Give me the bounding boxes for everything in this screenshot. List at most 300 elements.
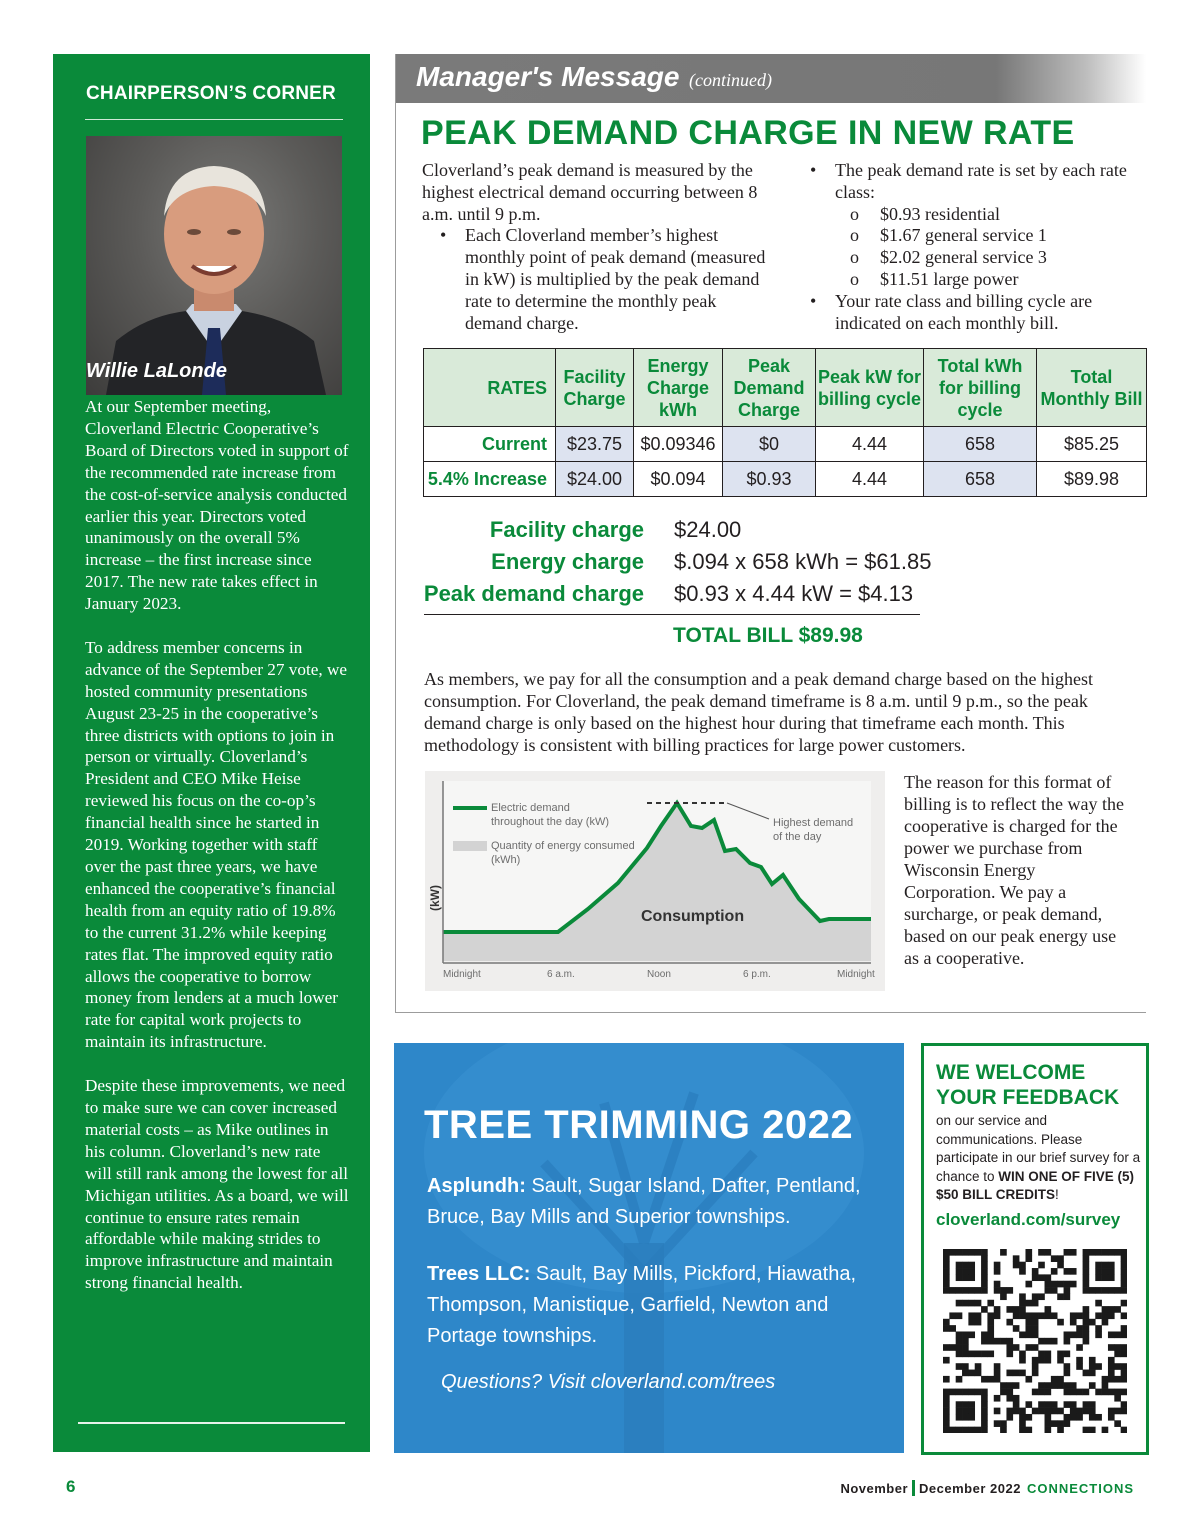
- qr-module: [1089, 1414, 1096, 1421]
- qr-module: [962, 1370, 969, 1377]
- feedback-heading-line-2: YOUR FEEDBACK: [936, 1086, 1120, 1109]
- qr-module: [1013, 1262, 1020, 1269]
- table-cell: $23.75: [556, 427, 634, 462]
- qr-module: [1051, 1401, 1058, 1408]
- qr-module: [1006, 1382, 1013, 1389]
- qr-module: [1108, 1331, 1115, 1338]
- qr-module: [943, 1262, 950, 1269]
- qr-module: [1070, 1382, 1077, 1389]
- tree-trimming-title: TREE TRIMMING 2022: [424, 1103, 854, 1147]
- peak-label-2: of the day: [773, 831, 822, 843]
- qr-module: [1095, 1325, 1102, 1332]
- sidebar-paragraph: At our September meeting, Cloverland Electric Cooperative’s Board of Directors voted in support of the recommended rate increase from the cost-of-service analysis conducted earlier this year. Directors voted unanimously on the overall 5% increase – the first increase since 2017. The new rate takes effect in January 2023.: [85, 397, 349, 614]
- row-label: Current: [424, 427, 556, 462]
- qr-module: [1102, 1249, 1109, 1256]
- qr-module: [1057, 1357, 1064, 1364]
- qr-module: [1076, 1331, 1083, 1338]
- qr-module: [956, 1344, 963, 1351]
- x-tick-label: Midnight: [837, 969, 875, 980]
- qr-module: [1019, 1293, 1026, 1300]
- qr-module: [1051, 1281, 1058, 1288]
- qr-module: [1006, 1408, 1013, 1415]
- qr-module: [1089, 1287, 1096, 1294]
- qr-module: [1019, 1370, 1026, 1377]
- qr-code-icon[interactable]: [943, 1249, 1127, 1433]
- qr-module: [1089, 1401, 1096, 1408]
- qr-module: [981, 1262, 988, 1269]
- table-header-row: [424, 349, 1147, 427]
- qr-module: [968, 1408, 975, 1415]
- qr-module: [1070, 1268, 1077, 1275]
- qr-module: [1032, 1370, 1039, 1377]
- qr-module: [994, 1363, 1001, 1370]
- qr-module: [1045, 1287, 1052, 1294]
- qr-module: [1089, 1357, 1096, 1364]
- qr-module: [1032, 1344, 1039, 1351]
- qr-module: [956, 1401, 963, 1408]
- qr-module: [1032, 1389, 1039, 1396]
- qr-module: [1102, 1287, 1109, 1294]
- qr-module: [1006, 1370, 1013, 1377]
- qr-module: [968, 1351, 975, 1358]
- qr-module: [1114, 1344, 1121, 1351]
- qr-module: [1038, 1262, 1045, 1269]
- qr-module: [1076, 1357, 1083, 1364]
- qr-module: [1114, 1376, 1121, 1383]
- qr-module: [1083, 1274, 1090, 1281]
- qr-module: [975, 1319, 982, 1326]
- qr-module: [1045, 1389, 1052, 1396]
- feedback-text-end: !: [1055, 1187, 1059, 1202]
- legend-area-swatch: [453, 841, 487, 851]
- qr-module: [1000, 1389, 1007, 1396]
- qr-module: [1057, 1293, 1064, 1300]
- qr-module: [1089, 1363, 1096, 1370]
- qr-module: [962, 1351, 969, 1358]
- qr-module: [987, 1351, 994, 1358]
- qr-module: [962, 1268, 969, 1275]
- trees-llc-paragraph: [427, 1259, 897, 1352]
- qr-module: [1121, 1281, 1127, 1288]
- qr-module: [968, 1427, 975, 1433]
- qr-module: [1114, 1389, 1121, 1396]
- qr-module: [1045, 1281, 1052, 1288]
- qr-module: [994, 1262, 1001, 1269]
- demand-chart: [425, 771, 885, 991]
- qr-module: [1095, 1389, 1102, 1396]
- qr-module: [1032, 1293, 1039, 1300]
- qr-module: [962, 1274, 969, 1281]
- peak-demand-charge-label: Peak demand charge: [423, 581, 644, 606]
- qr-module: [1045, 1338, 1052, 1345]
- bullet-text: Your rate class and billing cycle are indicated on each monthly bill.: [835, 290, 1093, 333]
- qr-module: [981, 1331, 988, 1338]
- qr-module: [1121, 1344, 1127, 1351]
- qr-module: [956, 1376, 963, 1383]
- qr-module: [943, 1420, 950, 1427]
- qr-module: [1057, 1427, 1064, 1433]
- qr-module: [1038, 1401, 1045, 1408]
- qr-module: [1006, 1414, 1013, 1421]
- qr-module: [956, 1262, 963, 1269]
- qr-module: [1121, 1408, 1127, 1415]
- qr-module: [968, 1331, 975, 1338]
- feedback-heading-line-1: WE WELCOME: [936, 1061, 1086, 1084]
- qr-module: [981, 1249, 988, 1256]
- qr-module: [981, 1408, 988, 1415]
- qr-module: [1121, 1255, 1127, 1262]
- sidebar-paragraph: Despite these improvements, we need to make sure we can cover increased material costs – as Mike outlines in his column. Cloverland’s new rate will still rank among the lowest for all Michigan utilities. As a board, we will continue to ensure rates remain affordable while making strides to improve infrastructure and maintain strong financial health.: [85, 1076, 349, 1293]
- column-header: Peak kW for billing cycle: [816, 349, 924, 427]
- asplundh-label: Asplundh:: [427, 1175, 526, 1197]
- qr-module: [1019, 1312, 1026, 1319]
- sub-item-text: $11.51 large power: [880, 268, 1019, 289]
- qr-module: [1013, 1408, 1020, 1415]
- qr-module: [1057, 1255, 1064, 1262]
- qr-module: [1121, 1376, 1127, 1383]
- qr-module: [1070, 1331, 1077, 1338]
- column-header: Total Monthly Bill: [1037, 349, 1147, 427]
- explanation-paragraph: As members, we pay for all the consumption and a peak demand charge based on the highest consumption. For Cloverland, the peak demand timeframe is 8 a.m. until 9 p.m., so the peak demand charge is only based on the highest hour during that timeframe each month. This methodology is consistent with billing practices for large power customers.: [424, 669, 1093, 755]
- qr-module: [981, 1268, 988, 1275]
- qr-module: [943, 1274, 950, 1281]
- table-row: [424, 427, 1147, 462]
- qr-module: [962, 1427, 969, 1433]
- qr-module: [1000, 1420, 1007, 1427]
- bullet-item: [440, 225, 772, 334]
- qr-module: [1019, 1300, 1026, 1307]
- qr-module: [1057, 1420, 1064, 1427]
- qr-module: [968, 1312, 975, 1319]
- qr-module: [1076, 1325, 1083, 1332]
- sidebar-heading: CHAIRPERSON’S CORNER: [86, 83, 336, 104]
- qr-module: [1114, 1420, 1121, 1427]
- qr-module: [994, 1312, 1001, 1319]
- qr-module: [1038, 1357, 1045, 1364]
- qr-module: [1051, 1382, 1058, 1389]
- qr-module: [1032, 1363, 1039, 1370]
- qr-module: [1121, 1312, 1127, 1319]
- qr-module: [1038, 1389, 1045, 1396]
- qr-module: [1102, 1262, 1109, 1269]
- qr-module: [968, 1274, 975, 1281]
- article-headline: PEAK DEMAND CHARGE IN NEW RATE: [421, 114, 1075, 152]
- qr-module: [1038, 1312, 1045, 1319]
- qr-module: [1013, 1401, 1020, 1408]
- legend-line-text-1: Electric demand: [491, 802, 570, 814]
- qr-module: [994, 1376, 1001, 1383]
- qr-module: [943, 1325, 950, 1332]
- qr-module: [956, 1414, 963, 1421]
- qr-module: [981, 1306, 988, 1313]
- qr-module: [943, 1281, 950, 1288]
- total-bill: TOTAL BILL $89.98: [673, 624, 863, 647]
- qr-module: [1051, 1268, 1058, 1275]
- qr-module: [1095, 1312, 1102, 1319]
- qr-module: [1076, 1408, 1083, 1415]
- table-cell: $0.09346: [634, 427, 723, 462]
- qr-module: [1064, 1281, 1071, 1288]
- legend-line-text-2: throughout the day (kW): [491, 816, 610, 828]
- qr-module: [1019, 1268, 1026, 1275]
- qr-module: [1025, 1255, 1032, 1262]
- qr-module: [1095, 1363, 1102, 1370]
- qr-module: [981, 1420, 988, 1427]
- qr-module: [987, 1319, 994, 1326]
- qr-module: [981, 1389, 988, 1396]
- qr-module: [1006, 1338, 1013, 1345]
- qr-module: [1064, 1338, 1071, 1345]
- qr-module: [1025, 1312, 1032, 1319]
- peak-demand-charge-value: $0.93 x 4.44 kW = $4.13: [674, 581, 914, 606]
- qr-module: [943, 1427, 950, 1433]
- qr-module: [968, 1319, 975, 1326]
- qr-module: [1019, 1262, 1026, 1269]
- qr-module: [956, 1300, 963, 1307]
- qr-module: [1108, 1249, 1115, 1256]
- sub-item: [810, 225, 1130, 247]
- qr-module: [1089, 1427, 1096, 1433]
- qr-module: [1038, 1274, 1045, 1281]
- qr-module: [943, 1344, 950, 1351]
- intro-text: Cloverland’s peak demand is measured by the highest electrical demand occurring between 8 a.m. until 9 p.m.: [422, 160, 758, 224]
- qr-module: [1025, 1319, 1032, 1326]
- qr-module: [1064, 1414, 1071, 1421]
- sub-mark: o: [850, 225, 859, 246]
- qr-module: [975, 1363, 982, 1370]
- qr-module: [1025, 1249, 1032, 1256]
- qr-module: [1108, 1287, 1115, 1294]
- consumption-label: Consumption: [641, 908, 745, 925]
- qr-module: [1051, 1287, 1058, 1294]
- qr-module: [1019, 1306, 1026, 1313]
- qr-module: [1045, 1401, 1052, 1408]
- qr-module: [1070, 1249, 1077, 1256]
- qr-module: [962, 1287, 969, 1294]
- chairperson-text: [85, 396, 350, 1316]
- qr-module: [1025, 1427, 1032, 1433]
- qr-module: [987, 1312, 994, 1319]
- qr-module: [981, 1281, 988, 1288]
- qr-module: [943, 1249, 950, 1256]
- qr-module: [949, 1325, 956, 1332]
- qr-module: [975, 1427, 982, 1433]
- qr-module: [1045, 1357, 1052, 1364]
- sub-item-text: $2.02 general service 3: [880, 247, 1047, 268]
- table-cell: $89.98: [1037, 462, 1147, 497]
- qr-module: [1070, 1401, 1077, 1408]
- qr-module: [981, 1414, 988, 1421]
- qr-module: [1076, 1312, 1083, 1319]
- qr-module: [1045, 1427, 1052, 1433]
- qr-module: [1108, 1344, 1115, 1351]
- qr-module: [1083, 1281, 1090, 1288]
- table-cell: 658: [924, 427, 1037, 462]
- qr-module: [1025, 1376, 1032, 1383]
- qr-module: [968, 1414, 975, 1421]
- qr-module: [975, 1370, 982, 1377]
- qr-module: [943, 1376, 950, 1383]
- qr-module: [1114, 1331, 1121, 1338]
- qr-module: [1089, 1382, 1096, 1389]
- qr-module: [1095, 1414, 1102, 1421]
- qr-module: [1051, 1408, 1058, 1415]
- qr-module: [975, 1300, 982, 1307]
- qr-module: [1095, 1249, 1102, 1256]
- qr-module: [1064, 1293, 1071, 1300]
- qr-module: [1057, 1262, 1064, 1269]
- qr-module: [968, 1370, 975, 1377]
- qr-module: [1095, 1262, 1102, 1269]
- qr-module: [1064, 1370, 1071, 1377]
- qr-module: [975, 1249, 982, 1256]
- qr-module: [1006, 1344, 1013, 1351]
- qr-module: [943, 1287, 950, 1294]
- trees-llc-text: Sault, Bay Mills, Pickford, Hiawatha, Thompson, Manistique, Garfield, Newton and Portage townships.: [427, 1263, 857, 1347]
- qr-module: [1025, 1401, 1032, 1408]
- feedback-text: [936, 1112, 1141, 1205]
- qr-module: [1070, 1389, 1077, 1396]
- qr-module: [1013, 1382, 1020, 1389]
- calculation-divider: [424, 614, 920, 615]
- qr-module: [994, 1281, 1001, 1288]
- qr-module: [1102, 1376, 1109, 1383]
- reason-paragraph: The reason for this format of billing is to reflect the way the cooperative is charged for the power we purchase from Wisconsin Energy Corporation. We pay a surcharge, or peak demand, based on our peak energy use as a cooperative.: [904, 772, 1124, 968]
- bullet-mark: •: [810, 290, 817, 311]
- qr-module: [987, 1300, 994, 1307]
- trees-llc-label: Trees LLC:: [427, 1263, 531, 1285]
- qr-module: [1102, 1427, 1109, 1433]
- qr-module: [1006, 1395, 1013, 1402]
- qr-module: [1114, 1306, 1121, 1313]
- qr-module: [1064, 1351, 1071, 1358]
- qr-module: [1108, 1274, 1115, 1281]
- publication-name: CONNECTIONS: [1026, 1481, 1134, 1496]
- footer-divider: [912, 1480, 915, 1496]
- qr-module: [1032, 1268, 1039, 1275]
- qr-module: [1019, 1331, 1026, 1338]
- qr-module: [987, 1376, 994, 1383]
- qr-module: [943, 1319, 950, 1326]
- bullet-text: Each Cloverland member’s highest monthly point of peak demand (measured in kW) is multiplied by the peak demand rate to determine the monthly peak demand charge.: [465, 225, 766, 333]
- bullet-item: [810, 291, 1130, 335]
- y-axis-label: (kW): [428, 885, 442, 911]
- qr-module: [1083, 1338, 1090, 1345]
- managers-message-header: [396, 54, 1146, 103]
- qr-module: [1025, 1344, 1032, 1351]
- qr-module: [1083, 1401, 1090, 1408]
- survey-link[interactable]: cloverland.com/survey: [936, 1210, 1121, 1229]
- qr-module: [1083, 1306, 1090, 1313]
- qr-module: [1114, 1395, 1121, 1402]
- row-label: 5.4% Increase: [424, 462, 556, 497]
- qr-module: [962, 1389, 969, 1396]
- sub-item: [810, 269, 1130, 291]
- qr-module: [968, 1389, 975, 1396]
- qr-module: [981, 1401, 988, 1408]
- qr-module: [1064, 1287, 1071, 1294]
- qr-module: [1076, 1389, 1083, 1396]
- qr-module: [1032, 1325, 1039, 1332]
- page-number: 6: [66, 1477, 76, 1496]
- qr-module: [1083, 1287, 1090, 1294]
- qr-module: [1121, 1268, 1127, 1275]
- table-cell: $0: [723, 427, 816, 462]
- qr-module: [968, 1262, 975, 1269]
- qr-module: [1013, 1325, 1020, 1332]
- qr-module: [1108, 1363, 1115, 1370]
- chairperson-sidebar: [53, 54, 370, 1452]
- qr-module: [1121, 1287, 1127, 1294]
- qr-module: [1032, 1300, 1039, 1307]
- qr-module: [1019, 1408, 1026, 1415]
- qr-module: [1083, 1408, 1090, 1415]
- qr-module: [1013, 1370, 1020, 1377]
- qr-module: [1083, 1370, 1090, 1377]
- table-cell: 4.44: [816, 427, 924, 462]
- x-tick-label: Midnight: [443, 969, 481, 980]
- energy-charge-label: Energy charge: [491, 549, 644, 574]
- qr-module: [1095, 1274, 1102, 1281]
- column-header: Peak Demand Charge: [723, 349, 816, 427]
- qr-module: [1057, 1382, 1064, 1389]
- qr-module: [1045, 1249, 1052, 1256]
- qr-module: [1083, 1389, 1090, 1396]
- qr-module: [1006, 1389, 1013, 1396]
- qr-module: [981, 1427, 988, 1433]
- tree-questions-link[interactable]: Questions? Visit cloverland.com/trees: [441, 1371, 776, 1393]
- sub-item: [810, 247, 1130, 269]
- qr-module: [1083, 1319, 1090, 1326]
- feedback-panel: [921, 1043, 1149, 1455]
- qr-module: [943, 1255, 950, 1262]
- qr-module: [1051, 1255, 1058, 1262]
- qr-module: [956, 1338, 963, 1345]
- sidebar-bottom-divider: [78, 1422, 345, 1424]
- qr-module: [1000, 1427, 1007, 1433]
- bullet-text: The peak demand rate is set by each rate class:: [835, 160, 1127, 202]
- qr-module: [943, 1401, 950, 1408]
- qr-module: [1019, 1427, 1026, 1433]
- qr-module: [1006, 1319, 1013, 1326]
- bullet-mark: •: [810, 160, 817, 180]
- qr-module: [1051, 1376, 1058, 1383]
- qr-module: [1045, 1382, 1052, 1389]
- qr-module: [981, 1274, 988, 1281]
- tree-trimming-panel: [394, 1043, 904, 1453]
- qr-module: [1108, 1306, 1115, 1313]
- qr-module: [956, 1331, 963, 1338]
- sub-item-text: $1.67 general service 1: [880, 225, 1047, 246]
- qr-module: [975, 1312, 982, 1319]
- qr-module: [956, 1408, 963, 1415]
- qr-module: [968, 1268, 975, 1275]
- qr-module: [987, 1331, 994, 1338]
- qr-module: [962, 1331, 969, 1338]
- qr-module: [1108, 1357, 1115, 1364]
- qr-module: [1102, 1389, 1109, 1396]
- qr-module: [1121, 1262, 1127, 1269]
- qr-module: [1089, 1370, 1096, 1377]
- qr-module: [1121, 1370, 1127, 1377]
- qr-module: [1076, 1363, 1083, 1370]
- table-cell: $85.25: [1037, 427, 1147, 462]
- qr-module: [1038, 1293, 1045, 1300]
- qr-module: [1114, 1363, 1121, 1370]
- qr-module: [1108, 1312, 1115, 1319]
- qr-module: [1070, 1408, 1077, 1415]
- energy-charge-value: $.094 x 658 kWh = $61.85: [674, 549, 932, 574]
